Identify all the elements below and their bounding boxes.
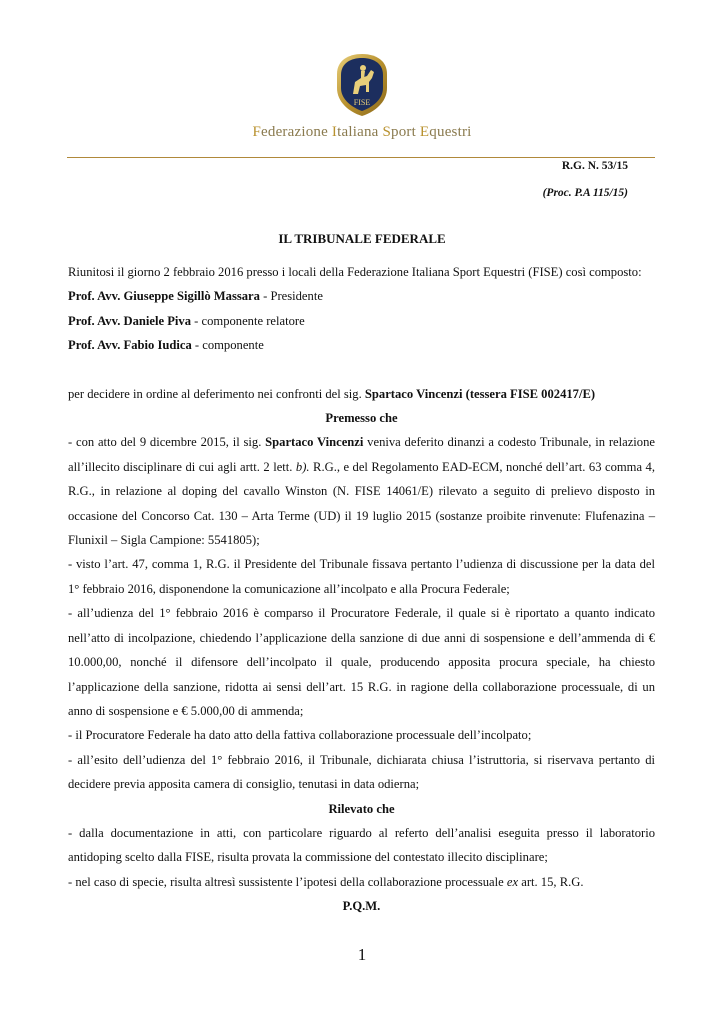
- rilevato-item: - dalla documentazione in atti, con particolare riguardo al referto dell’analisi eseguita presso il laboratorio antidoping scelto dalla FISE, risulta provata la commissione del contestato illecito disciplinare;: [68, 825, 655, 865]
- intro-paragraph: Riunitosi il giorno 2 febbraio 2016 presso i locali della Federazione Italiana Sport Equestri (FISE) così composto:: [68, 265, 642, 279]
- federation-name: Federazione Italiana Sport Equestri: [252, 124, 472, 140]
- pqm-heading: P.Q.M.: [342, 899, 381, 914]
- proc-number: (Proc. P.A 115/15): [542, 187, 628, 199]
- premesso-item: - visto l’art. 47, comma 1, R.G. il Presidente del Tribunale fissava pertanto l’udienza di discussione per la data del 1° febbraio 2016, disponendone la comunicazione all’incolpato e alla Procura Federale;: [68, 557, 655, 596]
- member-line: Prof. Avv. Daniele Piva - componente relatore: [68, 313, 305, 328]
- premesso-heading: Premesso che: [325, 411, 398, 426]
- fise-logo: [0, 52, 724, 118]
- page-number: 1: [357, 945, 367, 964]
- premesso-item: - all’esito dell’udienza del 1° febbraio 2016, il Tribunale, dichiarata chiusa l’istruttoria, si riservava pertanto di decidere previa apposita camera di consiglio, tenutasi in data odierna;: [68, 752, 655, 792]
- fise-crest-icon: [331, 52, 393, 118]
- document-title: IL TRIBUNALE FEDERALE: [278, 231, 446, 246]
- header-divider: [67, 157, 655, 158]
- document-body: [68, 260, 655, 919]
- premesso-item: - all’udienza del 1° febbraio 2016 è comparso il Procuratore Federale, il quale si è riportato a quanto indicato nell’atto di incolpazione, chiedendo l’applicazione della sanzione di due anni di sospensione e dell’ammenda di € 10.000,00, nonché il difensore dell’incolpato il quale, producendo apposita procura speciale, ha chiesto l’applicazione della sanzione, ridotta ai sensi dell’art. 15 R.G. in ragione della collaborazione processuale, di un anno di sospensione e € 5.000,00 di ammenda;: [68, 606, 655, 718]
- decide-paragraph: per decidere in ordine al deferimento nei confronti del sig. Spartaco Vincenzi (tessera FISE 002417/E): [68, 386, 596, 401]
- member-line: Prof. Avv. Giuseppe Sigillò Massara - Presidente: [68, 289, 323, 304]
- rilevato-item: - nel caso di specie, risulta altresì sussistente l’ipotesi della collaborazione processuale ex art. 15, R.G.: [68, 874, 584, 889]
- member-line: Prof. Avv. Fabio Iudica - componente: [68, 338, 264, 353]
- premesso-item: - con atto del 9 dicembre 2015, il sig. Spartaco Vincenzi veniva deferito dinanzi a codesto Tribunale, in relazione all’illecito disciplinare di cui agli artt. 2 lett. b). R.G., e del Regolamento EAD-ECM, nonché dell’art. 63 comma 4, R.G., in relazione al doping del cavallo Winston (N. FISE 14061/E) rilevato a seguito di prelievo disposto in occasione del Concorso Cat. 130 – Arta Terme (UD) il 19 luglio 2015 (sostanze proibite rinvenute: Flufenazina – Flunixil – Sigla Campione: 5541805);: [68, 435, 655, 548]
- rg-number: R.G. N. 53/15: [561, 160, 628, 172]
- premesso-item: - il Procuratore Federale ha dato atto della fattiva collaborazione processuale dell’incolpato;: [68, 728, 532, 743]
- svg-text:FISE: FISE: [353, 98, 371, 107]
- rilevato-heading: Rilevato che: [328, 801, 395, 816]
